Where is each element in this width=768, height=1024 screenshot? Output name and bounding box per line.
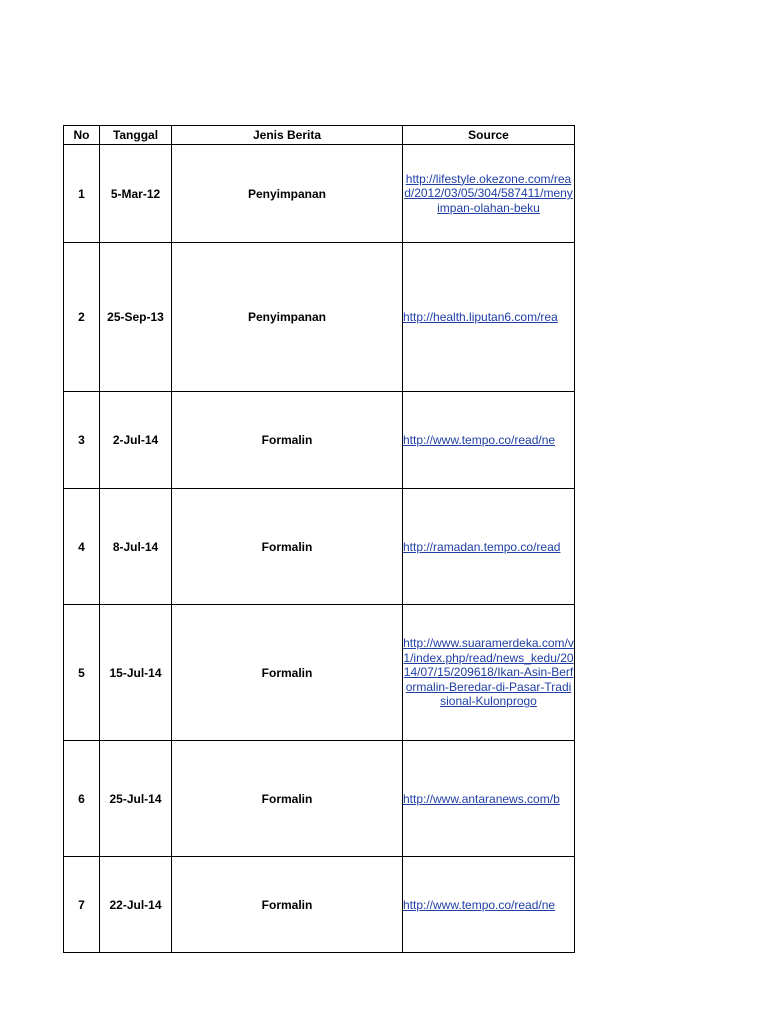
- table-row: [64, 243, 575, 392]
- row-source-cell: [403, 145, 575, 243]
- table-row: [64, 145, 575, 243]
- row-no: 6: [64, 741, 100, 857]
- row-source-cell: [403, 741, 575, 857]
- row-no: 1: [64, 145, 100, 243]
- source-link[interactable]: http://www.tempo.co/read/ne: [403, 897, 556, 912]
- row-source-cell: [403, 857, 575, 953]
- row-news-type: Formalin: [172, 605, 403, 741]
- table-row: [64, 392, 575, 489]
- row-date: 2-Jul-14: [100, 392, 172, 489]
- row-date: 25-Jul-14: [100, 741, 172, 857]
- table-row: [64, 857, 575, 953]
- source-link[interactable]: http://www.antaranews.com/b: [403, 791, 560, 806]
- source-link[interactable]: http://health.liputan6.com/rea: [403, 310, 558, 324]
- row-source-cell: [403, 605, 575, 741]
- source-link[interactable]: http://www.tempo.co/read/ne: [403, 433, 556, 447]
- row-date: 15-Jul-14: [100, 605, 172, 741]
- row-source-cell: [403, 243, 575, 392]
- row-no: 3: [64, 392, 100, 489]
- header-source: Source: [403, 126, 575, 145]
- row-news-type: Formalin: [172, 857, 403, 953]
- news-source-table: [63, 125, 575, 953]
- source-link[interactable]: http://www.suaramerdeka.com/v1/index.php/read/news_kedu/2014/07/15/209618/Ikan-Asin-Berformalin-Beredar-di-Pasar-Tradisional-Kulonprogo: [403, 636, 574, 709]
- row-no: 4: [64, 489, 100, 605]
- header-no: No: [64, 126, 100, 145]
- row-no: 7: [64, 857, 100, 953]
- row-source-cell: [403, 392, 575, 489]
- row-news-type: Penyimpanan: [172, 145, 403, 243]
- row-date: 25-Sep-13: [100, 243, 172, 392]
- header-tanggal: Tanggal: [100, 126, 172, 145]
- row-date: 22-Jul-14: [100, 857, 172, 953]
- table-row: [64, 741, 575, 857]
- row-news-type: Formalin: [172, 489, 403, 605]
- row-news-type: Formalin: [172, 392, 403, 489]
- row-news-type: Formalin: [172, 741, 403, 857]
- source-link[interactable]: http://ramadan.tempo.co/read: [403, 539, 561, 554]
- row-no: 2: [64, 243, 100, 392]
- row-no: 5: [64, 605, 100, 741]
- header-jenis-berita: Jenis Berita: [172, 126, 403, 145]
- row-source-cell: [403, 489, 575, 605]
- source-link[interactable]: http://lifestyle.okezone.com/read/2012/03/05/304/587411/menyimpan-olahan-beku: [404, 171, 573, 215]
- table-row: [64, 605, 575, 741]
- row-news-type: Penyimpanan: [172, 243, 403, 392]
- row-date: 5-Mar-12: [100, 145, 172, 243]
- row-date: 8-Jul-14: [100, 489, 172, 605]
- header-row: [64, 126, 575, 145]
- table-row: [64, 489, 575, 605]
